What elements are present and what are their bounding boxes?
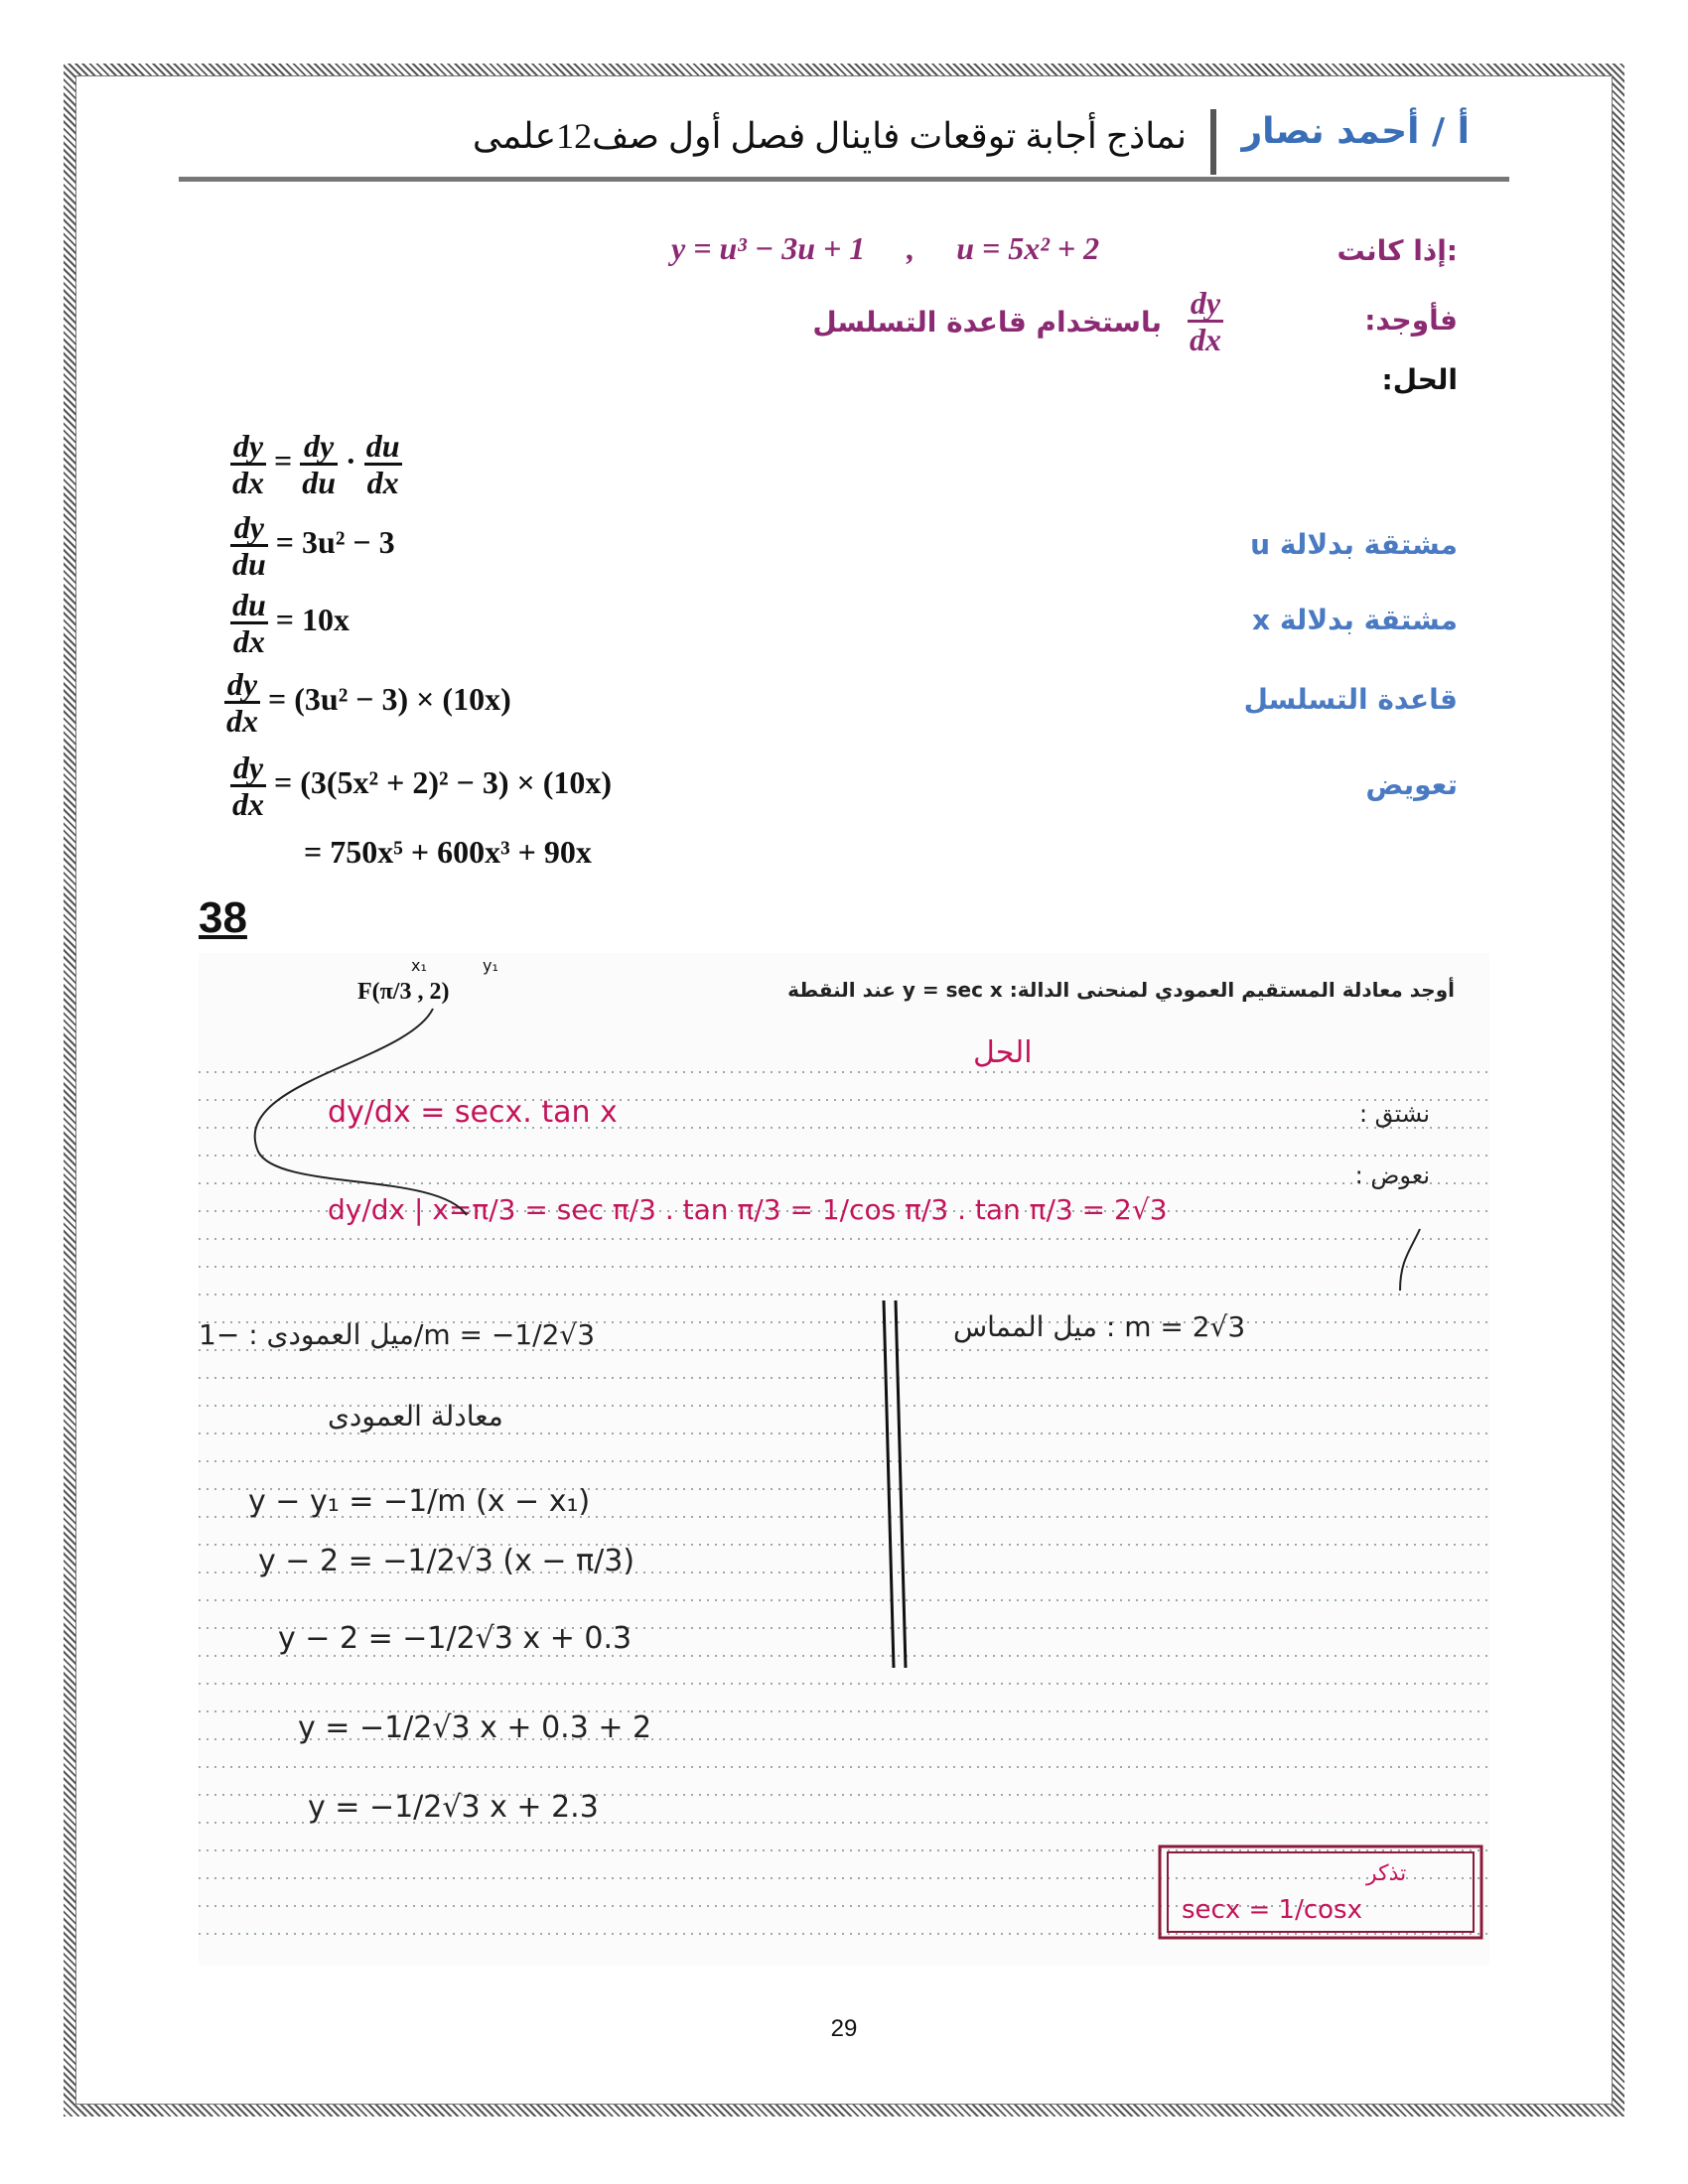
step3-label: مشتقة بدلالة x xyxy=(1252,604,1458,636)
step4-label: قاعدة التسلسل xyxy=(1243,683,1458,716)
step-3 xyxy=(230,588,350,658)
normal-slope: ميل العمودى : −1/m = −1/2√3 xyxy=(199,1318,596,1351)
given-separator: , xyxy=(907,230,915,266)
step2-rhs: = 3u² − 3 xyxy=(275,523,395,560)
page-header xyxy=(179,99,1509,179)
step2-lhs-num: dy xyxy=(230,510,268,547)
tangent-slope: ميل المماس : m = 2√3 xyxy=(953,1310,1246,1343)
reminder-title: تذكر xyxy=(1366,1861,1407,1886)
solution-label-37: الحل: xyxy=(1381,363,1458,396)
document-title: نماذج أجابة توقعات فاينال فصل أول صف12علمى xyxy=(472,116,1187,156)
step-4 xyxy=(224,667,511,738)
notebook-svg xyxy=(199,953,1489,1966)
substitute-eq: dy/dx | x=π/3 = sec π/3 . tan π/3 = 1/cos π/3 . tan π/3 = 2√3 xyxy=(328,1193,1168,1226)
given-label-text: إذا كانت: xyxy=(1336,234,1458,267)
question-point: F(π/3 , 2) xyxy=(357,979,450,1005)
derivative-label: نشتق : xyxy=(1358,1100,1430,1128)
vertical-divider-b xyxy=(896,1300,906,1668)
value-arrow-curve xyxy=(1400,1229,1420,1291)
given-label xyxy=(1337,234,1458,267)
header-rule xyxy=(179,177,1509,182)
step4-lhs-num: dy xyxy=(224,667,260,704)
point-label-x1: x₁ xyxy=(411,956,427,975)
normal-line-3: y − 2 = −1/2√3 x + 0.3 xyxy=(278,1621,633,1656)
final-result: = 750x⁵ + 600x³ + 90x xyxy=(304,834,592,870)
step1-rhs-b-num: du xyxy=(365,428,400,464)
header-divider xyxy=(1210,109,1216,175)
step5-label: تعويض xyxy=(1365,768,1458,801)
page-number: 29 xyxy=(830,2015,858,2042)
step2-label: مشتقة بدلالة u xyxy=(1250,528,1458,561)
normal-line-1: y − y₁ = −1/m (x − x₁) xyxy=(248,1484,591,1519)
step4-lhs-den: dx xyxy=(226,703,258,739)
derivative-eq: dy/dx = secx. tan x xyxy=(328,1095,618,1130)
substitute-label: نعوض : xyxy=(1354,1161,1430,1189)
step5-lhs-den: dx xyxy=(232,786,264,822)
step-2 xyxy=(230,510,395,581)
point-label-y1: y₁ xyxy=(483,956,498,975)
step2-lhs-den: du xyxy=(232,546,266,582)
author-name: أ / أحمد نصار xyxy=(1241,111,1470,152)
step5-lhs-num: dy xyxy=(230,751,266,787)
step3-lhs-den: dx xyxy=(232,623,265,659)
normal-line-5: y = −1/2√3 x + 2.3 xyxy=(308,1790,599,1825)
step-1: $\frac{dy}{dx}$ = $\frac{dy}{du}$ · $\frac{du}{dx}$ xyxy=(232,428,400,500)
step5-rhs: = (3(5x² + 2)² − 3) × (10x) xyxy=(274,763,613,800)
normal-line-2: y − 2 = −1/2√3 (x − π/3) xyxy=(258,1544,635,1578)
step1-rhs-b-den: dx xyxy=(366,465,399,500)
question-number: 38 xyxy=(199,893,247,942)
question-text: أوجد معادلة المستقيم العمودي لمنحنى الدالة: y = sec x عند النقطة xyxy=(787,978,1455,1002)
step1-lhs-num: dy xyxy=(230,429,266,466)
step1-rhs-a-num: dy xyxy=(300,429,338,466)
vertical-divider-a xyxy=(884,1300,894,1668)
step4-rhs: = (3u² − 3) × (10x) xyxy=(268,680,511,717)
find-fraction xyxy=(1188,286,1223,356)
step1-rhs-a-den: du xyxy=(302,465,337,500)
find-text: باستخدام قاعدة التسلسل xyxy=(812,306,1162,339)
step3-lhs-num: du xyxy=(232,587,266,622)
step3-rhs: = 10x xyxy=(275,601,351,637)
given-eq-1: y = u³ − 3u + 1 xyxy=(671,230,866,266)
given-eq-2: u = 5x² + 2 xyxy=(956,230,1100,266)
handwritten-solution xyxy=(199,953,1489,1966)
reminder-eq: secx = 1/cosx xyxy=(1182,1895,1362,1925)
solution-label-38: الحل xyxy=(973,1035,1033,1070)
find-frac-num: dy xyxy=(1188,286,1223,323)
step1-lhs-den: dx xyxy=(232,465,264,500)
normal-eq-label: معادلة العمودى xyxy=(328,1400,503,1433)
given-equations xyxy=(671,230,1099,267)
find-frac-den: dx xyxy=(1190,322,1221,357)
normal-line-4: y = −1/2√3 x + 0.3 + 2 xyxy=(298,1710,652,1745)
step-5 xyxy=(230,751,612,821)
find-label: فأوجد: xyxy=(1364,304,1458,337)
